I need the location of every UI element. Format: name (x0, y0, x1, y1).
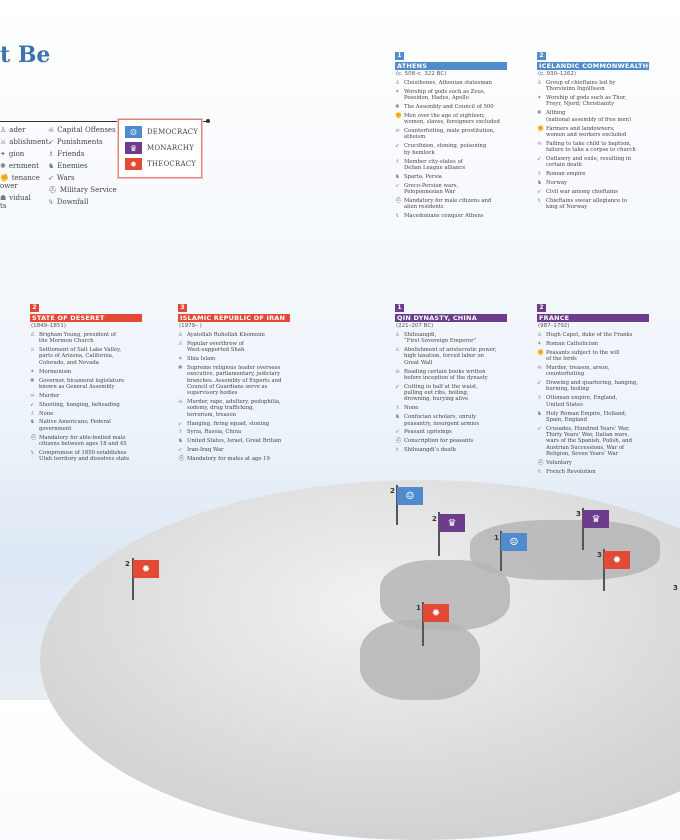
column-dates: (c. 508–c. 322 BC) (396, 71, 447, 77)
sunburst-icon: ✹ (125, 158, 142, 170)
whip-icon: ➹ (537, 155, 542, 162)
column-header: STATE OF DESERET (30, 314, 142, 322)
column-france (537, 294, 649, 478)
list-item: ✊ Peasants subject to the will of the lords (537, 349, 620, 363)
downfall-icon: ↯ (395, 212, 400, 219)
skull-icon: ☠ (395, 368, 400, 375)
whip-icon: ➹ (395, 383, 400, 390)
key-item: ✺ ernment (0, 162, 39, 170)
list-item: ♙ Cleisthenes, Athenian statesman (395, 80, 492, 86)
column-header: ATHENS (395, 62, 507, 70)
list-item: ♞ United States, Israel, Great Britain (178, 438, 282, 445)
sword-icon: ⚔ (395, 347, 400, 354)
list-item: ♗ None (30, 410, 54, 417)
friends-icon: ♗ (178, 429, 183, 436)
democracy-icon: ☺ (125, 126, 142, 138)
list-item: ⛑ Mandatory for able-bodied male citizens between ages 18 and 45 (30, 434, 127, 447)
key-item: ✦ gion (0, 150, 25, 158)
key-item: ♞ Enemies (48, 162, 88, 170)
crown-icon: ♛ (583, 510, 609, 528)
list-item: ♞ Norway (537, 180, 568, 187)
enemies-icon: ♞ (30, 419, 35, 426)
skull-icon: ☠ (48, 126, 55, 134)
person-icon: ♙ (178, 332, 183, 338)
list-item: ☠ Reading certain books written before inception of the dynasty (395, 368, 488, 381)
downfall-icon: ↯ (537, 197, 542, 204)
legend-democracy: ☺ DEMOCRACY (125, 126, 198, 138)
column-iceland (537, 42, 649, 213)
column-qin (395, 294, 507, 456)
people-icon: ☗ (0, 194, 7, 202)
page-title: t Be (0, 42, 51, 68)
downfall-icon: ↯ (30, 449, 35, 456)
sword-icon: ⚔ (178, 340, 183, 347)
friends-icon: ♗ (537, 395, 542, 402)
helmet-icon: ⛑ (395, 197, 402, 204)
key-item: ☗ vidual ts (0, 194, 31, 210)
list-item: ➶ Iran-Iraq War (178, 447, 224, 454)
government-icon: ✺ (537, 110, 542, 117)
list-item: ➹ Outlawry and exile, resulting in certain death (537, 155, 632, 169)
key-item: ☠ Capital Offenses (48, 126, 116, 134)
list-item: ➶ Greco-Persian wars, Peloponnesian War (395, 182, 459, 195)
wars-icon: ➶ (48, 174, 54, 182)
list-item: ⚔ Settlement of Salt Lake Valley, parts of Arizona, California, Colorado, and Nevada (30, 347, 122, 366)
list-item: ⚔ Abolishment of aristocratic power, high taxation, forced labor on Great Wall (395, 347, 497, 366)
prayer-icon: ✦ (537, 95, 542, 102)
downfall-icon: ↯ (48, 198, 54, 206)
list-item: ↯ French Revolution (537, 468, 596, 475)
column-dates: (1979– ) (179, 323, 202, 329)
wars-icon: ➶ (395, 429, 400, 436)
sunburst-icon: ✹ (133, 560, 159, 578)
key-item: ♙ ader (0, 126, 26, 134)
wars-icon: ➶ (178, 447, 183, 454)
person-icon: ♙ (395, 332, 400, 338)
list-item: ♞ Confucian scholars, unruly peasantry, insurgent armies (395, 414, 480, 427)
list-item: ➹ Shooting, hanging, beheading (30, 401, 120, 408)
whip-icon: ➹ (395, 143, 400, 150)
list-item: ⛑ Conscription for peasants (395, 438, 474, 445)
column-dates: (c. 930–1262) (538, 71, 577, 77)
skull-icon: ☠ (178, 399, 183, 406)
person-icon: ♙ (537, 332, 542, 338)
prayer-icon: ✦ (395, 88, 400, 95)
enemies-icon: ♞ (395, 173, 400, 180)
list-item: ♙ Hugh Capet, duke of the Franks (537, 332, 633, 338)
list-item: ☠ Murder, treason, arson, counterfeiting (537, 364, 610, 378)
list-item: ➹ Hanging, firing squad, stoning (178, 420, 270, 427)
list-item: ⛑ Mandatory for male citizens and alien residents (395, 197, 492, 211)
landmass (360, 620, 480, 700)
whip-icon: ➹ (537, 380, 542, 387)
list-item: ♗ Syria, Russia, China (178, 429, 242, 436)
list-item: ↯ Chieftains swear allegiance to king of Norway (537, 197, 628, 211)
list-item: ✺ Governor, bicameral legislature known as General Assembly (30, 377, 125, 390)
helmet-icon: ⛑ (30, 434, 37, 441)
downfall-icon: ↯ (395, 447, 400, 454)
list-item: ✦ Worship of gods such as Zeus, Poseidon, Hades, Apollo (395, 88, 486, 102)
friends-icon: ♗ (48, 150, 55, 158)
list-item: ⛑ Voluntary (537, 459, 572, 466)
enemies-icon: ♞ (48, 162, 55, 170)
list-item: ⛑ Mandatory for males at age 19 (178, 456, 270, 463)
person-icon: ♙ (30, 332, 35, 338)
column-number: 2 (537, 52, 546, 60)
list-item: ♞ Native Americans; Federal government (30, 419, 111, 432)
crown-icon: ♛ (125, 142, 142, 154)
column-iran (178, 294, 290, 465)
list-item: ➹ Drawing and quartering, hanging, burning, boiling (537, 380, 638, 393)
friends-icon: ♗ (395, 158, 400, 165)
person-icon: ♙ (537, 80, 542, 86)
list-item: ✦ Mormonism (30, 368, 72, 375)
list-item: ✺ The Assembly and Council of 500 (395, 104, 494, 111)
list-item: ✦ Worship of gods such as Thor, Freyr, Njord; Christianity (537, 95, 627, 108)
landmass (470, 520, 660, 580)
sword-icon: ⚔ (0, 138, 7, 146)
prayer-icon: ✦ (30, 368, 35, 375)
key-item: ↯ Downfall (48, 198, 89, 206)
key-item: ➹ Punishments (48, 138, 103, 146)
democracy-icon: ☺ (397, 487, 423, 505)
wars-icon: ➶ (537, 188, 542, 195)
sword-icon: ⚔ (30, 347, 35, 354)
person-icon: ♙ (0, 126, 7, 134)
person-icon: ♙ (395, 80, 400, 86)
friends-icon: ♗ (537, 171, 542, 178)
column-number: 1 (395, 52, 404, 60)
enemies-icon: ♞ (395, 414, 400, 421)
list-item: ♙ Ayatollah Ruhollah Khomeini (178, 332, 265, 338)
column-header: QIN DYNASTY, CHINA (395, 314, 507, 322)
government-legend (118, 119, 202, 178)
list-item: ♞ Holy Roman Empire, Holland, Spain, England (537, 410, 627, 423)
sunburst-icon: ✹ (604, 551, 630, 569)
whip-icon: ➹ (30, 401, 35, 408)
key-item: ⛑ Military Service (48, 186, 117, 194)
list-item: ↯ Macedonians conquer Athens (395, 212, 484, 219)
skull-icon: ☠ (395, 128, 400, 135)
list-item: ➹ Cutting in half at the waist, pulling out ribs, boiling, drowning, burying alive (395, 383, 478, 403)
list-item: ♙ Shihuangdi, “First Sovereign Emperor” (395, 332, 477, 345)
list-item: ➹ Crucifixion, stoning, poisoning by hemlock (395, 143, 487, 156)
prayer-icon: ✦ (178, 356, 183, 363)
list-item: ♗ Roman empire (537, 171, 586, 178)
list-item: ♙ Group of chieftains led by Thorsteinn Ingólfsson (537, 80, 616, 93)
helmet-icon: ⛑ (395, 438, 402, 445)
wars-icon: ➶ (395, 182, 400, 189)
column-dates: (1849–1851) (31, 323, 67, 329)
prayer-icon: ✦ (537, 340, 542, 347)
democracy-icon: ☺ (501, 533, 527, 551)
list-item: ↯ Compromise of 1850 establishes Utah territory and dissolves state (30, 449, 130, 463)
fist-icon: ✊ (0, 174, 9, 182)
prayer-icon: ✦ (0, 150, 6, 158)
government-icon: ✺ (178, 364, 183, 371)
list-item: ♙ Brigham Young, president of the Mormon Church (30, 332, 116, 345)
list-item: ♗ None (395, 405, 419, 412)
key-item: ✊ tenance ower (0, 174, 40, 190)
helmet-icon: ⛑ (48, 186, 57, 194)
key-item: ➶ Wars (48, 174, 75, 182)
list-item: ➶ Crusades, Hundred Years’ War, Thirty Years’ War, Italian wars, wars of the Spanish, Polish, and Austrian Successions, War of Religion, Seven Years’ War (537, 425, 632, 457)
list-item: ♗ Ottoman empire, England, United States (537, 395, 618, 408)
column-header: ISLAMIC REPUBLIC OF IRAN (178, 314, 290, 322)
list-item: ↯ Shihuangdi’s death (395, 447, 456, 454)
enemies-icon: ♞ (537, 180, 542, 187)
fist-icon: ✊ (395, 112, 402, 119)
enemies-icon: ♞ (178, 438, 183, 445)
list-item: ✦ Shia Islam (178, 356, 216, 363)
downfall-icon: ↯ (537, 468, 542, 475)
list-item: ⚔ Popular overthrow of West-supported Shah (178, 340, 245, 354)
whip-icon: ➹ (48, 138, 54, 146)
list-item: ➶ Peasant uprisings (395, 429, 452, 436)
friends-icon: ♗ (30, 410, 35, 417)
legend-theocracy: ✹ THEOCRACY (125, 158, 196, 170)
list-item: ☠ Murder, rape, adultery, pedophilia, sodomy, drug trafficking, terrorism, treason (178, 399, 281, 418)
skull-icon: ☠ (537, 364, 542, 371)
list-item: ✺ Althing (national assembly of free men) (537, 110, 632, 123)
list-item: ♞ Sparta, Persia (395, 173, 442, 180)
skull-icon: ☠ (537, 140, 542, 147)
skull-icon: ☠ (30, 392, 35, 399)
list-item: ☠ Counterfeiting, male prostitution, atheism (395, 128, 495, 141)
list-item: ☠ Murder (30, 392, 60, 399)
column-athens (395, 42, 507, 222)
crown-icon: ♛ (439, 514, 465, 532)
key-divider-dot (206, 119, 210, 123)
column-deseret (30, 294, 142, 465)
government-icon: ✺ (395, 104, 400, 111)
column-dates: (987–1792) (538, 323, 570, 329)
sunburst-icon: ✹ (423, 604, 449, 622)
column-number: 1 (395, 304, 404, 312)
key-item: ⚔ ablishment (0, 138, 49, 146)
column-number: 2 (537, 304, 546, 312)
wars-icon: ➶ (537, 425, 542, 432)
helmet-icon: ⛑ (537, 459, 544, 466)
list-item: ✊ Farmers and landowners; women and workers excluded (537, 125, 627, 138)
friends-icon: ♗ (395, 405, 400, 412)
list-item: ➶ Civil war among chieftains (537, 188, 618, 195)
list-item: ✊ Men over the age of eighteen; women, slaves, foreigners excluded (395, 112, 500, 126)
key-item: ♗ Friends (48, 150, 85, 158)
government-icon: ✺ (30, 377, 35, 384)
column-number: 3 (178, 304, 187, 312)
enemies-icon: ♞ (537, 410, 542, 417)
list-item: ☠ Failing to take child to baptism, failure to take a corpse to church (537, 140, 636, 154)
legend-monarchy: ♛ MONARCHY (125, 142, 194, 154)
helmet-icon: ⛑ (178, 456, 185, 463)
fist-icon: ✊ (537, 349, 544, 356)
whip-icon: ➹ (178, 420, 183, 427)
column-header: ICELANDIC COMMONWEALTH (539, 62, 649, 70)
list-item: ♗ Member city-states of Delian League alliance (395, 158, 466, 171)
column-header: FRANCE (537, 314, 649, 322)
fist-icon: ✊ (537, 125, 544, 132)
list-item: ✦ Roman Catholicism (537, 340, 599, 347)
column-number: 2 (30, 304, 39, 312)
column-dates: (221–207 BC) (396, 323, 434, 329)
government-icon: ✺ (0, 162, 6, 170)
list-item: ✺ Supreme religious leader oversees executive, parliamentary, judiciary branches. Assembly of Experts and Council of Guardians serve as supervisory bodies (178, 364, 282, 397)
